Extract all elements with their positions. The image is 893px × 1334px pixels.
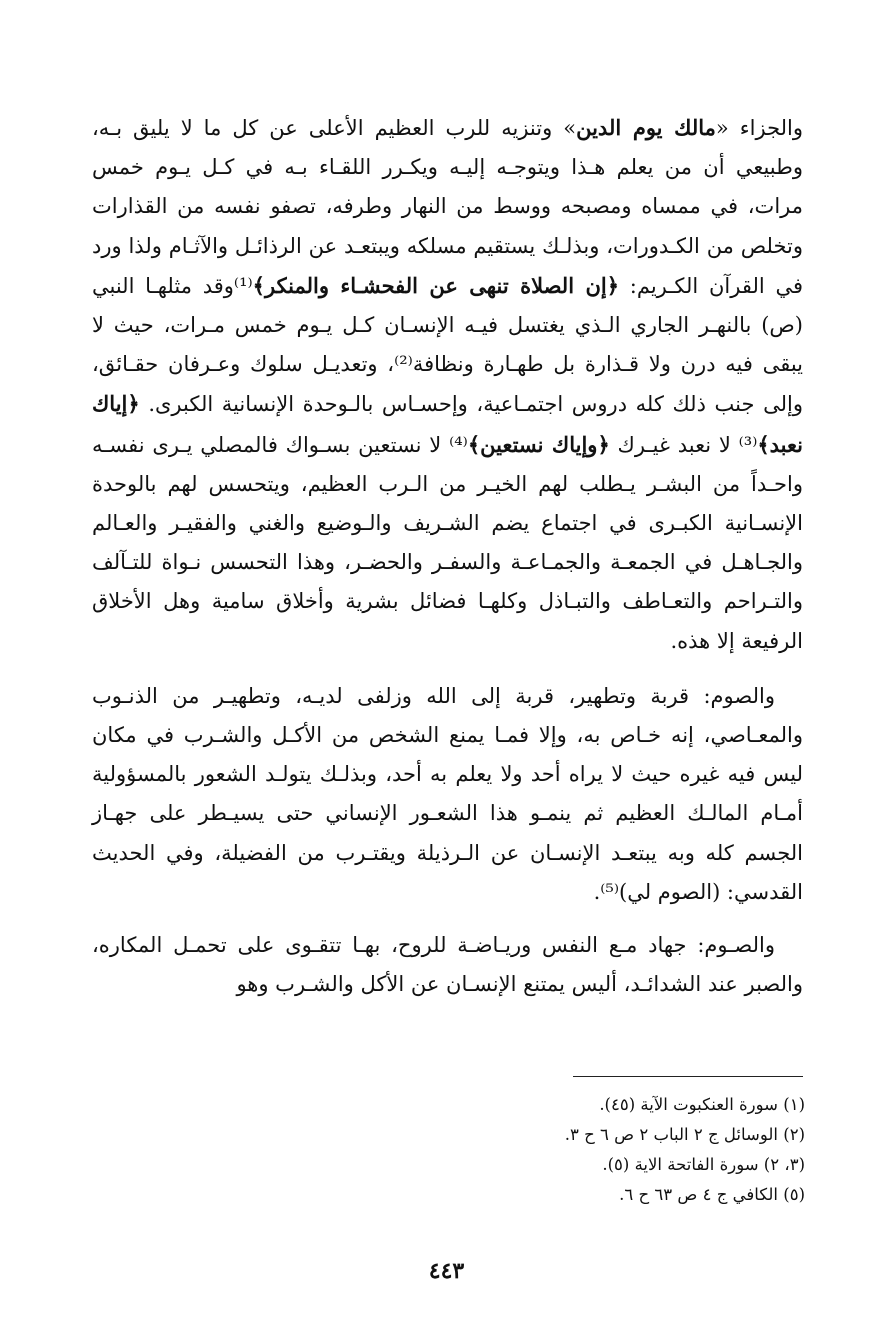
footnote-1: (١) سورة العنكبوت الآية (٤٥).	[599, 1095, 805, 1114]
paragraph-1-text-a: » وتنزيه للرب العظيم الأعلى عن كل ما لا يليق بـه، وطبيعي أن من يعلم هـذا ويتوجـه إليـه ويكـرر اللقـاء بـه في كـل يـوم خمس مرات، في ممساه ومصبحه ووسط من النهار وطرفه، تصفو نفسه من القذارات وتخلص من الكـدورات، وبذلـك يستقيم مسلكه ويبتعـد عن الرذائـل والآثـام ولذا ورد في القرآن الكـريم:	[92, 116, 804, 298]
footnote-2: (٢) الوسائل ج ٢ الباب ٢ ص ٦ ح ٣.	[564, 1125, 805, 1144]
paragraph-fasting-purification: والصوم: قربة وتطهير، قربة إلى الله وزلفى لديـه، وتطهيـر من الذنـوب والمعـاصي، إنه خـاص به، وإلا فمـا يمنع الشخص من الأكـل والشـرب في مكان ليس فيه غيره حيث لا يراه أحد ولا يعلم به أحد، وبذلـك يتولـد الشعور بالمسؤولية أمـام المالـك العظيم ثم ينمـو هذا الشعـور الإنساني حتى يسيـطر على جهـاز الجسم كله وبه يبتعـد الإنسـان عن الـرذيلة ويقتـرب من الفضيلة، وفي الحديث القدسي: (الصوم لي)⁽⁵⁾.	[92, 683, 803, 904]
paragraph-fasting-struggle: والصـوم: جهاد مـع النفس وريـاضـة للروح، بهـا تتقـوى على تحمـل المكاره، والصبر عند الشدائـد، أليس يمتنع الإنسـان عن الأكل والشـرب وهو	[92, 933, 803, 997]
quote-malik-yawm-al-din: مالك يوم الدين	[576, 115, 716, 140]
footnotes	[92, 1090, 805, 1210]
footnote-divider	[573, 1076, 803, 1077]
quote-iyyaka-nastain: ﴿وإياك نستعين﴾	[467, 431, 610, 457]
footnote-4: (٥) الكافي ج ٤ ص ٦٣ ح ٦.	[619, 1185, 805, 1204]
paragraph-prayer	[92, 108, 803, 661]
quote-iyyaka-nabudu: ﴿إياك نعبد﴾	[92, 391, 803, 457]
paragraph-1-text-d: ⁽⁴⁾ لا نستعين بسـواك فالمصلي يـرى نفسـه واحـداً من البشـر يـطلب لهم الخيـر من الـرب العظيم، ويتحسس لهم بالوحدة الإنسـانية الكبـرى في اجتماع يضم الشـريف والـوضيع والغني والفقيـر والعـالم والجـاهـل في الجمعـة والجمـاعـة والسفـر والحضـر، وهذا التحسس نـواة للتـآلف والتـراحم والتعـاطف والتبـاذل وكلهـا فضائل بشرية وأخلاق سامية وهل الأخلاق الرفيعة إلا هذه.	[92, 432, 803, 653]
quote-prayer-forbids: ﴿إن الصلاة تنهى عن الفحشـاء والمنكر﴾	[252, 272, 620, 298]
page-number: ٤٤٣	[428, 1258, 465, 1284]
paragraph-1-text-c: ⁽³⁾ لا نعبد غيـرك	[609, 432, 758, 457]
paragraph-1-lead: والجزاء «	[715, 116, 804, 140]
footnote-3: (٣، ٢) سورة الفاتحة الاية (٥).	[602, 1155, 805, 1174]
page-body	[92, 108, 803, 1004]
paragraph-1-text-b: ⁽¹⁾وقد مثلهـا النبي (ص) بالنهـر الجاري الـذي يغتسل فيـه الإنسـان كـل يـوم خمس مـرات، حيث لا يبقى فيه درن ولا قـذارة بل طهـارة ونظافة⁽²⁾، وتعديـل سلوك وعـرفان حقـائق، وإلى جنب ذلك كله دروس اجتمـاعية، وإحسـاس بالـوحدة الإنسانية الكبرى.	[92, 273, 803, 417]
